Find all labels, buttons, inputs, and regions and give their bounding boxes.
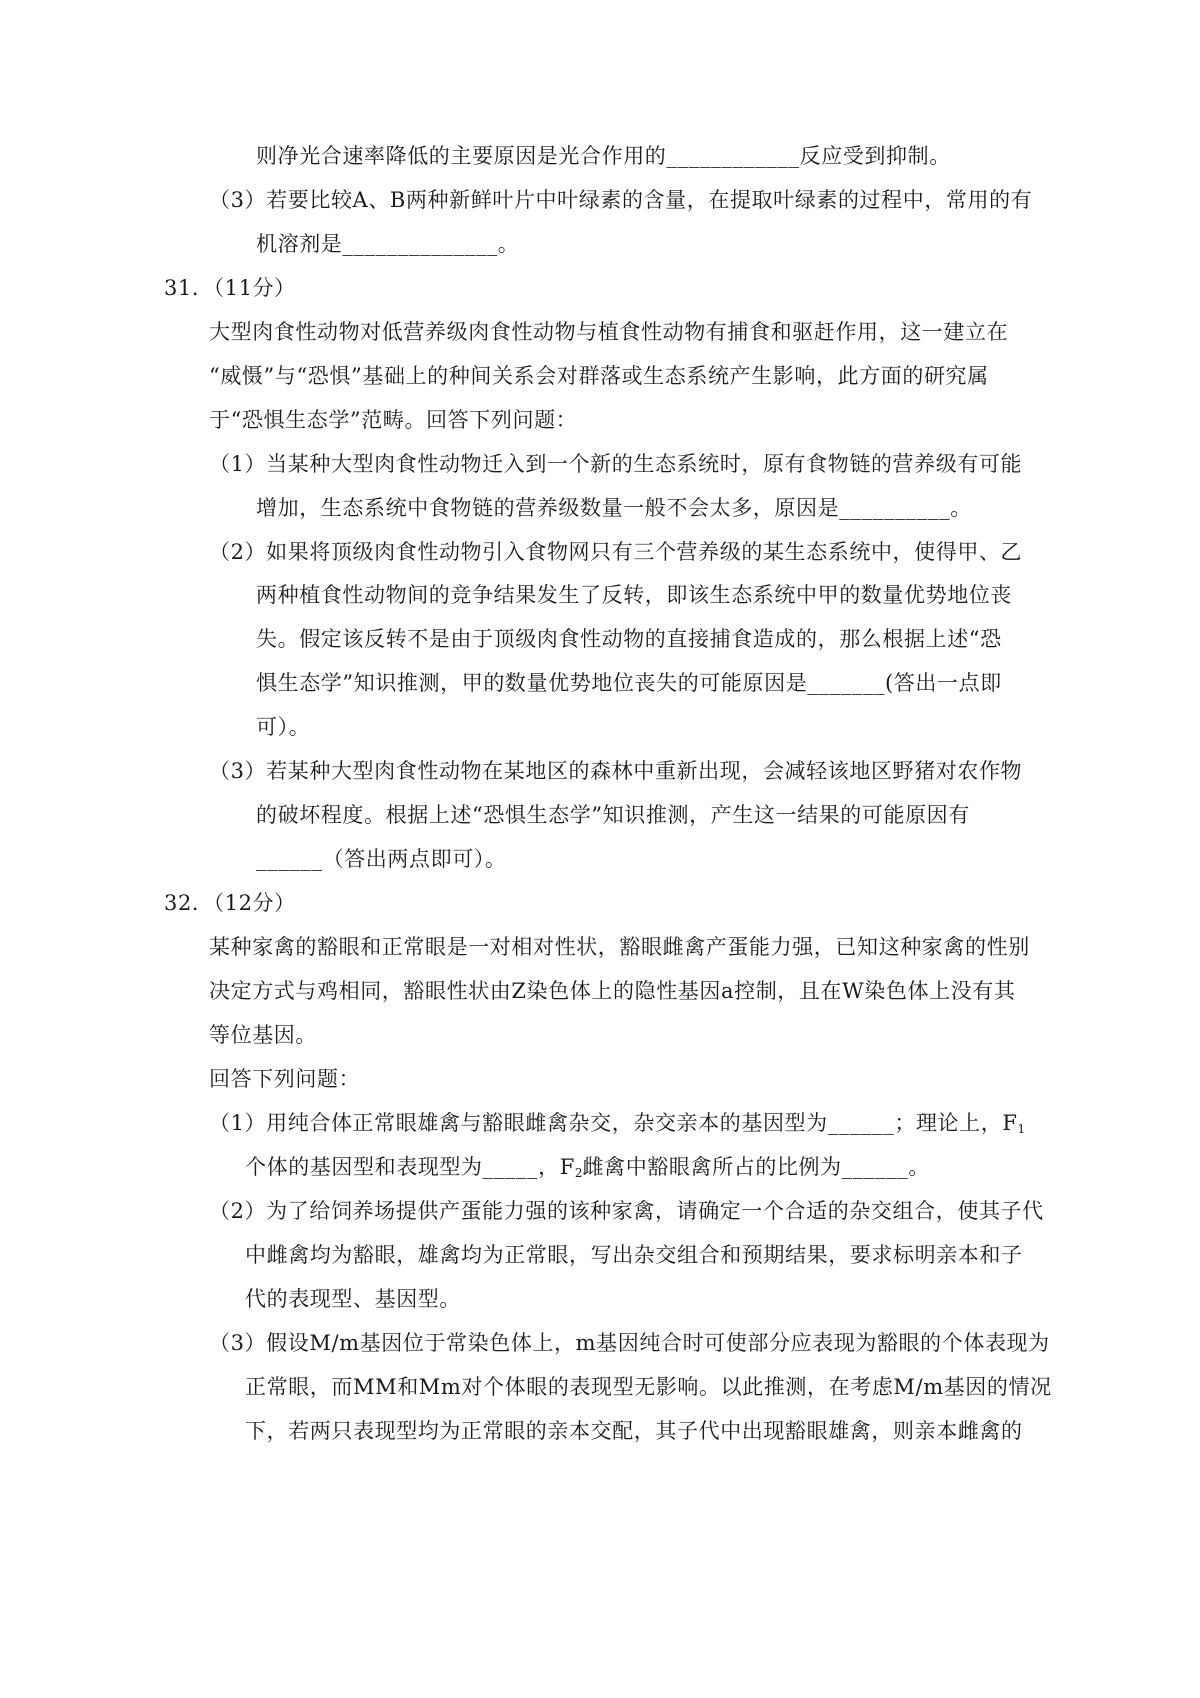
q31-part3-line: ______（答出两点即可）。 [256,847,507,871]
q30-part3-line: 机溶剂是______________。 [256,232,520,256]
q32-part1-line [245,1152,930,1188]
q32-part2-line: 代的表现型、基因型。 [245,1287,461,1311]
q31-number: 31．（11分） [164,276,296,300]
q31-part2-line: 失。假定该反转不是由于顶级肉食性动物的直接捕食造成的，那么根据上述“恐 [256,627,1002,651]
q31-intro-line: “威慑”与“恐惧”基础上的种间关系会对群落或生态系统产生影响，此方面的研究属 [209,364,989,388]
q32-part3-line: （3）假设M/m基因位于常染色体上，m基因纯合时可使部分应表现为豁眼的个体表现为 [209,1331,1050,1355]
q31-part1-line: （1）当某种大型肉食性动物迁入到一个新的生态系统时，原有食物链的营养级有可能 [209,452,1023,476]
q31-part2-line: （2）如果将顶级肉食性动物引入食物网只有三个营养级的某生态系统中，使得甲、乙 [209,540,1023,564]
q30-text-line: 则净光合速率降低的主要原因是光合作用的____________反应受到抑制。 [256,144,951,168]
q30-part3-line: （3）若要比较A、B两种新鲜叶片中叶绿素的含量，在提取叶绿素的过程中，常用的有 [209,188,1033,212]
q32-part1-text: 雌禽中豁眼禽所占的比例为______。 [582,1155,930,1179]
subscript: 2 [574,1166,583,1180]
q31-part3-line: 的破坏程度。根据上述“恐惧生态学”知识推测，产生这一结果的可能原因有 [256,803,970,827]
subscript: 1 [1017,1122,1026,1136]
q32-part1-text: （1）用纯合体正常眼雄禽与豁眼雌禽杂交，杂交亲本的基因型为______；理论上，F [209,1111,1018,1135]
q32-part3-line: 正常眼，而MM和Mm对个体眼的表现型无影响。以此推测，在考虑M/m基因的情况 [245,1375,1052,1399]
q32-intro-line: 决定方式与鸡相同，豁眼性状由Z染色体上的隐性基因a控制，且在W染色体上没有其 [209,979,1016,1003]
q31-part2-line: 两种植食性动物间的竞争结果发生了反转，即该生态系统中甲的数量优势地位丧 [256,583,1012,607]
q31-intro-line: 于“恐惧生态学”范畴。回答下列问题： [209,408,578,432]
q32-prompt: 回答下列问题： [209,1067,361,1091]
q31-intro-line: 大型肉食性动物对低营养级肉食性动物与植食性动物有捕食和驱赶作用，这一建立在 [209,320,1009,344]
q32-intro-line: 某种家禽的豁眼和正常眼是一对相对性状，豁眼雌禽产蛋能力强，已知这种家禽的性别 [209,935,1030,959]
q32-part2-line: （2）为了给饲养场提供产蛋能力强的该种家禽，请确定一个合适的杂交组合，使其子代 [209,1199,1044,1223]
q31-part2-line: 惧生态学”知识推测，甲的数量优势地位丧失的可能原因是_______(答出一点即 [256,671,1002,695]
q32-number: 32．（12分） [164,891,296,915]
q32-part1-text: 个体的基因型和表现型为_____，F [245,1155,575,1179]
q32-part3-line: 下，若两只表现型均为正常眼的亲本交配，其子代中出现豁眼雄禽，则亲本雌禽的 [245,1419,1023,1443]
q31-part3-line: （3）若某种大型肉食性动物在某地区的森林中重新出现，会减轻该地区野猪对农作物 [209,759,1023,783]
q31-part2-line: 可）。 [256,715,311,739]
q32-intro-line: 等位基因。 [209,1023,317,1047]
q32-part2-line: 中雌禽均为豁眼，雄禽均为正常眼，写出杂交组合和预期结果，要求标明亲本和子 [245,1243,1023,1267]
q31-part1-line: 增加，生态系统中食物链的营养级数量一般不会太多，原因是__________。 [256,496,972,520]
q32-part1-line [209,1108,1025,1144]
